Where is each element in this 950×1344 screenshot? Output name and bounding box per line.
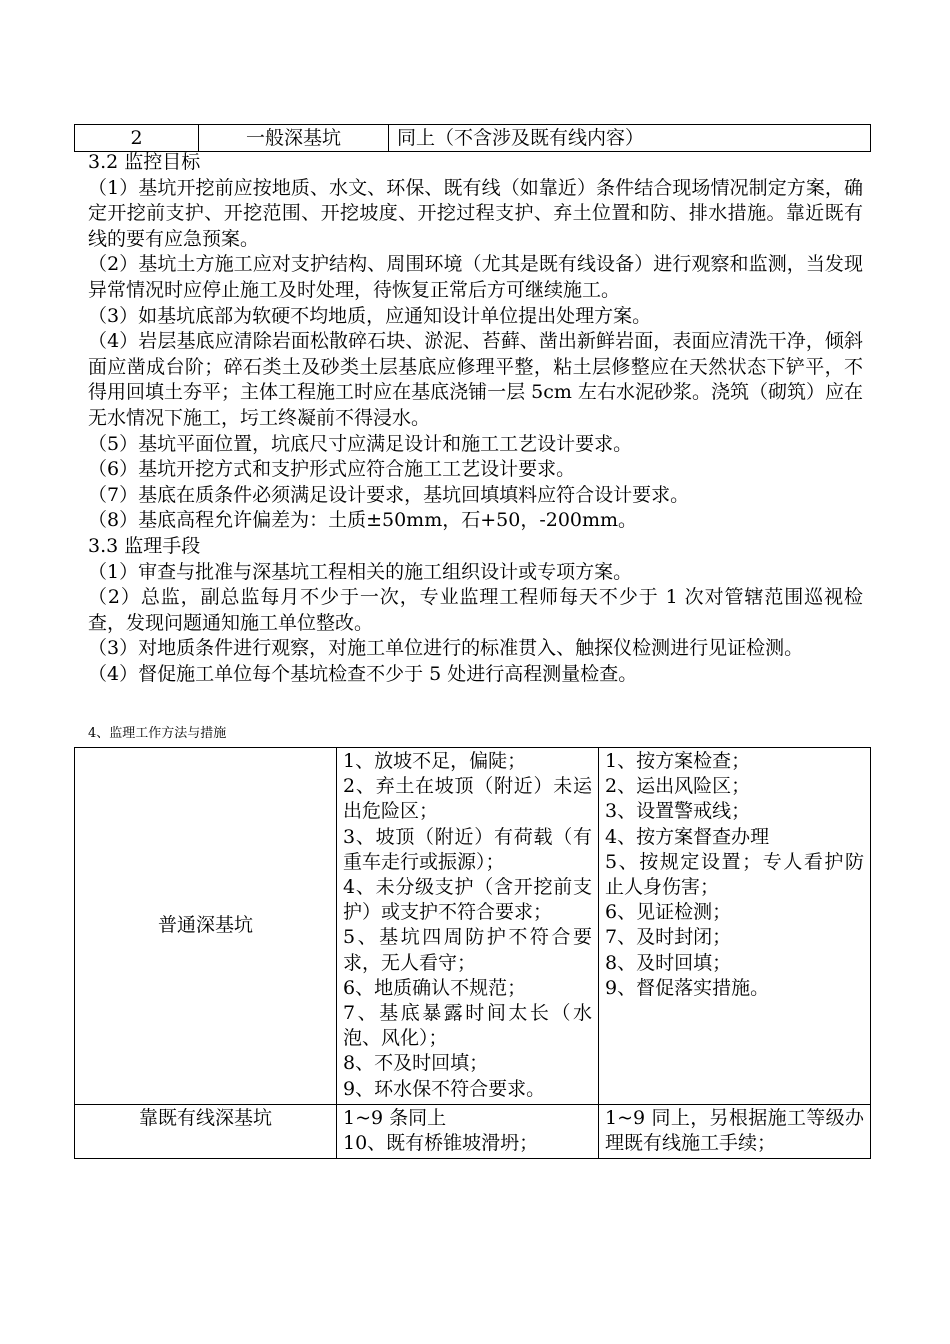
- measure-item: 7、及时封闭；: [605, 926, 732, 949]
- section-3-2-title: 3.2 监控目标: [88, 151, 201, 173]
- row-number: 2: [75, 125, 199, 152]
- table-row: [75, 125, 871, 152]
- risk-item: 9、环水保不符合要求。: [343, 1077, 546, 1100]
- paragraph: （1）基坑开挖前应按地质、水文、环保、既有线（如靠近）条件结合现场情况制定方案，确定开挖前支护、开挖范围、开挖坡度、开挖过程支护、弃土位置和防、排水措施。靠近既有线的要有应急预案。: [88, 176, 863, 250]
- paragraph: （1）审查与批准与深基坑工程相关的施工组织设计或专项方案。: [88, 560, 633, 583]
- top-table: [74, 124, 871, 152]
- measure-item: 1、按方案检查；: [605, 750, 751, 772]
- section-4-title: 4、监理工作方法与措施: [88, 726, 227, 741]
- risk-item: 10、既有桥锥坡滑坍；: [343, 1132, 539, 1155]
- measure-item: 6、见证检测；: [605, 901, 732, 924]
- measure-list: [599, 1104, 871, 1158]
- risk-item: 6、地质确认不规范；: [343, 976, 527, 999]
- table-row: [75, 1104, 871, 1158]
- paragraph: （2）总监，副总监每月不少于一次，专业监理工程师每天不少于 1 次对管辖范围巡视检查，发现问题通知施工单位整改。: [88, 586, 863, 634]
- risk-list: [337, 748, 599, 1105]
- risk-item: 4、未分级支护（含开挖前支护）或支护不符合要求；: [343, 876, 592, 924]
- risk-item: 2、弃土在坡顶（附近）未运出危险区；: [343, 775, 592, 823]
- risk-list: [337, 1104, 599, 1158]
- row-content: 同上（不含涉及既有线内容）: [389, 125, 871, 152]
- measure-list: [599, 748, 871, 1105]
- row-name: 靠既有线深基坑: [75, 1104, 337, 1158]
- risk-item: 7、基底暴露时间太长（水泡、风化）；: [343, 1002, 592, 1050]
- paragraph: （3）如基坑底部为软硬不均地质，应通知设计单位提出处理方案。: [88, 304, 652, 327]
- measure-item: 4、按方案督查办理: [605, 825, 770, 848]
- measure-item: 5、按规定设置；专人看护防止人身伤害；: [605, 850, 864, 899]
- paragraph: （7）基底在质条件必须满足设计要求，基坑回填填料应符合设计要求。: [88, 483, 690, 506]
- row-type: 一般深基坑: [199, 125, 389, 152]
- risk-item: 8、不及时回填；: [343, 1052, 489, 1075]
- paragraph: （6）基坑开挖方式和支护形式应符合施工工艺设计要求。: [88, 458, 576, 481]
- measure-item: 2、运出风险区；: [605, 775, 751, 798]
- measure-item: 3、设置警戒线；: [605, 800, 751, 823]
- paragraph: （3）对地质条件进行观察，对施工单位进行的标准贯入、触探仪检测进行见证检测。: [88, 637, 804, 660]
- paragraph: （2）基坑土方施工应对支护结构、周围环境（尤其是既有线设备）进行观察和监测，当发现异常情况时应停止施工及时处理，待恢复正常后方可继续施工。: [88, 253, 863, 301]
- risk-item: 1~9 条同上: [343, 1106, 447, 1129]
- method-table: [74, 747, 871, 1159]
- paragraph: （4）岩层基底应清除岩面松散碎石块、淤泥、苔藓、凿出新鲜岩面，表面应清洗干净，倾斜面应凿成台阶；碎石类土及砂类土层基底应修理平整，粘土层修整应在天然状态下铲平，不得用回填土夯平；主体工程施工时应在基底浇铺一层 5cm 左右水泥砂浆。浇筑（砌筑）应在无水情况下施工，圬工终凝前不得浸水。: [88, 330, 863, 429]
- paragraph: （5）基坑平面位置，坑底尺寸应满足设计和施工工艺设计要求。: [88, 432, 633, 455]
- risk-item: 1、放坡不足，偏陡；: [343, 750, 527, 772]
- measure-item: 9、督促落实措施。: [605, 976, 770, 999]
- paragraph: （4）督促施工单位每个基坑检查不少于 5 处进行高程测量检查。: [88, 662, 638, 685]
- risk-item: 3、坡顶（附近）有荷载（有重车走行或振源）；: [343, 825, 592, 873]
- measure-item: 1~9 同上，另根据施工等级办理既有线施工手续；: [605, 1106, 864, 1155]
- row-name: 普通深基坑: [75, 748, 337, 1105]
- body-text: [88, 150, 863, 687]
- measure-item: 8、及时回填；: [605, 951, 732, 974]
- risk-item: 5、基坑四周防护不符合要求，无人看守；: [343, 926, 592, 974]
- section-3-3-title: 3.3 监理手段: [88, 534, 201, 557]
- paragraph: （8）基底高程允许偏差为：土质±50mm，石+50，-200mm。: [88, 509, 638, 532]
- table-row: [75, 748, 871, 1105]
